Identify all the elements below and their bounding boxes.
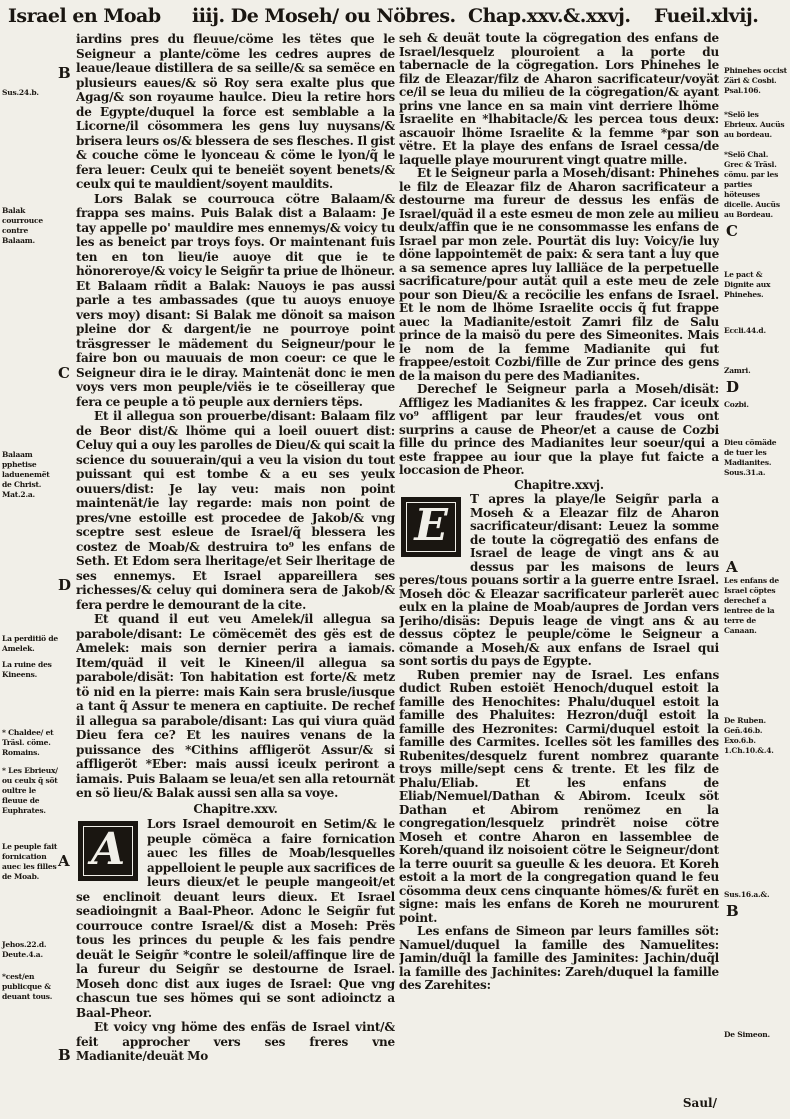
book-title: iiij. De Moseh/ ou Nöbres.: [192, 5, 456, 27]
margin-note: *Selö Chal. Grec & Träsl. cömu. par les parties höteuses dicelle. Aucüs au Bordeau.: [724, 150, 780, 219]
margin-note: Jehos.22.d. Deute.4.a.: [2, 940, 47, 959]
section-letter: D: [726, 378, 740, 396]
margin-note: Sus.16.a.&.: [724, 890, 770, 899]
right-margin-gloss-column: [722, 0, 790, 1119]
section-letter: A: [726, 558, 738, 576]
margin-note: Dieu cömäde de tuer les Madianites. Sous.31.a.: [724, 438, 777, 477]
margin-note: *cest/en publicque & deuant tous.: [2, 972, 53, 1001]
paragraph: E T apres la playe/le Seigñr parla a Moseh & a Eleazar filz de Aharon sacrificateur/disant: Leuez la somme de toute la cögregatiö des enfans de Israel de leage de vingt ans & au dessus par les maisons de leurs peres/tous pouans sortir a la guerre entre Israel. Moseh döc & Eleazar sacrificateur parlerët auec eulx en la plaine de Moab/aupres de Jordan vers Jeriho/disäs: Depuis leage de vingt ans & au dessus cöptez le peuple/cöme le Seigneur a cömande a Moseh/& aux enfans de Israel qui sont sortis du pays de Egypte.: [399, 492, 719, 668]
margin-note: Le pact & Dignite aux Phinehes.: [724, 270, 771, 299]
margin-note: La perditiö de Amelek.: [2, 634, 58, 653]
paragraph: Et voicy vng höme des enfäs de Israel vint/& feit approcher vers ses freres vne Madianite/deuät Mo: [76, 1020, 395, 1063]
paragraph: Derechef le Seigneur parla a Moseh/disät: Affligez les Madianites & les frappez. Car iceulx vo⁹ affligent par leur fraudes/et vous ont surprins a cause de Pheor/et a cause de Cozbi fille du prince des Madianites leur soeur/qui a este frappee au iour que la playe fut faicte a loccasion de Pheor.: [399, 382, 719, 477]
margin-note: Zamri.: [724, 366, 751, 375]
margin-note: Balaam pphetise laduenemët de Christ. Mat.2.a.: [2, 450, 50, 499]
margin-note: La ruine des Kineens.: [2, 660, 52, 679]
margin-note: De Simeon.: [724, 1030, 770, 1039]
paragraph: A Lors Israel demouroit en Setim/& le peuple cömëca a faire fornication auec les filles de Moab/lesquelles appelloient le peuple aux sacrifices de leurs dieux/et le peuple mangeoit/et se enclinoit deuant leurs dieux. Et Israel seadioingnit a Baal-Pheor. Adonc le Seigñr fut courrouce contre Israel/& dist a Moseh: Prës tous les princes du peuple & les fais pendre deuät le Seigñr *contre le soleil/affinque lire de la fureur du Seigñr se destourne de Israel. Moseh donc dist aux iuges de Israel: Que vng chascun tue ses hömes qui se sont adioinctz a Baal-Pheor.: [76, 817, 395, 1020]
drop-cap-woodcut: A: [76, 819, 140, 883]
margin-note: Les enfans de Israel cöptes derechef a lentree de la terre de Canaan.: [724, 576, 779, 635]
margin-note: * Chaldee/ et Träsl. cöme. Romains.: [2, 728, 54, 757]
margin-note: Eccli.44.d.: [724, 326, 766, 335]
section-letter: C: [58, 364, 70, 382]
margin-note: Sus.24.b.: [2, 88, 39, 97]
section-letter: A: [58, 852, 70, 870]
paragraph: Et quand il eut veu Amelek/il allegua sa parabole/disant: Le cömëcemët des gës est de Amelek: mais son dernier perira a iamais. Item/quäd il veit le Kineen/il allegua sa parabole/disät: Ton habitation est forte/& metz tö nid en la pierre: mais Kain sera brusle/iusque a tant q̃ Assur te menera en captiuite. De rechef il allegua sa parabole/disant: Las qui viura quäd Dieu fera ce? Et les nauires venans de la puissance des *Cithins affligeröt Assur/& si affligeröt *Eber: mais aussi iceulx periront a iamais. Puis Balaam se leua/et sen alla retournät en sö lieu/& Balak aussi sen alla sa voye.: [76, 612, 395, 800]
section-letter: D: [58, 576, 72, 594]
drop-cap-woodcut: E: [399, 495, 463, 559]
running-title: Israel en Moab: [8, 5, 161, 27]
chapter-heading: Chapitre.xxvj.: [514, 477, 604, 492]
folio-number: Fueil.xlvij.: [654, 5, 759, 27]
left-margin-gloss-column: [0, 0, 74, 1119]
margin-note: Balak courrouce contre Balaam.: [2, 206, 43, 245]
margin-note: Cozbi.: [724, 400, 749, 409]
margin-note: De Ruben. Geñ.46.b. Exo.6.b. 1.Ch.10.&.4.: [724, 716, 774, 755]
chapter-reference: Chap.xxv.&.xxvj.: [468, 5, 631, 27]
paragraph: Et le Seigneur parla a Moseh/disant: Phinehes le filz de Eleazar filz de Aharon sacrificateur a destourne ma fureur de dessus les enfäs de Israel/quäd il a este esmeu de mon zele au milieu deulx/affin que ie ne consommasse les enfans de Israel par mon zele. Pourtät dis luy: Voicy/ie luy döne lappointemët de paix: & sera tant a luy que a sa semence apres luy lalliäce de la perpetuelle sacrificature/pour autät quil a este meu de zele pour son Dieu/& a recöcilie les enfans de Israel. Et le nom de lhöme Israelite occis q̃ fut frappe auec la Madianite/estoit Zamri filz de Salu prince de la maisö du pere des Simeonites. Mais le nom de la femme Madianite qui fut frappee/estoit Cozbi/fille de Zur prince des gens de la maison du pere des Madianites.: [399, 166, 719, 383]
section-letter: B: [58, 1046, 71, 1064]
margin-note: * Les Ebrieux/ ou ceulx q̃ söt oultre le fleuue de Euphrates.: [2, 766, 58, 815]
paragraph: Les enfans de Simeon par leurs familles söt: Namuel/duquel la famille des Namuelites: Jamin/duq̃l la famille des Jaminites: Jachin/duq̃l la famille des Jachinites: Zareh/duquel la famille des Zarehites:: [399, 924, 719, 992]
section-letter: B: [58, 64, 71, 82]
margin-note: Phinehes occist Zäri & Cosbi. Psal.106.: [724, 66, 787, 95]
margin-note: Le peuple fait fornication auec les filles de Moab.: [2, 842, 58, 881]
section-letter: B: [726, 902, 739, 920]
paragraph: iardins pres du fleuue/cöme les tëtes que le Seigneur a plante/cöme les cedres aupres de leaue/leaue distillera de sa seille/& sa semëce en plusieurs eaues/& sö Roy sera exalte plus que Agag/& son royaume haulce. Dieu la retire hors de Egypte/duquel la force est semblable a la Licorne/il cösommera les gens luy nuysans/& brisera leurs os/& blessera de ses flesches. Il gist & couche cöme le lyonceau & cöme le lyon/q̃ le fera leuer: Ceulx qui te beneiët soyent benets/& ceulx qui te mauldient/soyent mauldits.: [76, 32, 395, 191]
catchword: Saul/: [682, 1096, 717, 1110]
section-letter: C: [726, 222, 738, 240]
chapter-heading: Chapitre.xxv.: [193, 801, 278, 816]
margin-note: *Selö les Ebrieux. Aucüs au bordeau.: [724, 110, 785, 139]
paragraph: Ruben premier nay de Israel. Les enfans dudict Ruben estoiët Henoch/duquel estoit la famille des Henochites: Phalu/duquel estoit la famille des Phaluites: Hezron/duq̃l estoit la famille des Hezronites: Carmi/duquel estoit la famille des Carmites. Icelles söt les familles des Rubenites/desquelz furent nombrez quarante troys mille/sept cens & trente. Et les filz de Phalu/Eliab. Et les enfans de Eliab/Nemuel/Dathan & Abirom. Iceulx söt Dathan et Abirom renömez en la congregation/lesquelz prindrët noise cötre Moseh et contre Aharon en lassemblee de Koreh/quand ilz noisoient cötre le Seigneur/dont la terre ouurit sa gueulle & les deuora. Et Koreh estoit a la mort de la congregation quand le feu cösomma deux cens cinquante hömes/& furët en signe: mais les enfans de Koreh ne moururent point.: [399, 667, 719, 925]
text-column-right: [399, 32, 719, 1094]
text-column-left: [76, 32, 395, 1117]
paragraph: Lors Balak se courrouca cötre Balaam/& frappa ses mains. Puis Balak dist a Balaam: Je tay appelle po' mauldire mes ennemys/& voicy tu les as beneict par troys foys. Or maintenant fuis ten en ton lieu/ie auoye dit que ie te hönoreroye/& voicy le Seigñr ta priue de lhöneur. Et Balaam rñdit a Balak: Nauoys ie pas aussi parle a tes ambassades (que tu auoys enuoye vers moy) disant: Si Balak me dönoit sa maison pleine dor & dargent/ie ne pourroye point träsgresser le mädement du Seigneur/pour le faire bon ou mauuais de mon coeur: ce que le Seigneur dira ie le diray. Maintenät donc ie men voys vers mon peuple/viës ie te cöseilleray que fera ce peuple a tö peuple aux derniers tëps.: [76, 191, 395, 409]
paragraph: seh & deuät toute la cögregation des enfans de Israel/lesquelz plouroient a la porte du tabernacle de la cögregation. Lors Phinehes le filz de Eleazar/filz de Aharon sacrificateur/voyät ce/il se leua du milieu de la cögregation/& ayant prins vne lance en sa main vint derriere lhöme Israelite en *lhabitacle/& les percea tous deux: ascauoir lhöme Israelite & la femme *par son vëtre. Et la playe des enfans de Israel cessa/de laquelle playe moururent vingt quatre mille.: [399, 32, 719, 167]
paragraph: Et il allegua son prouerbe/disant: Balaam filz de Beor dist/& lhöme qui a loeil ouuert dist: Celuy qui a ouy les parolles de Dieu/& qui scait la science du souuerain/qui a veu la vision du tout puissant qui est tombe & a eu ses yeulx ouuers/dist: Je lay veu: mais non point maintenät/ie lay regarde: mais non point de pres/vne estoille est procedee de Jakob/& vng sceptre sest esleue de Israel/q̃ blessera les costez de Moab/& destruira to⁹ les enfans de Seth. Et Edom sera lheritage/et Seir lheritage de ses ennemys. Et Israel appareillera ses richesses/& celuy qui dominera sera de Jakob/& fera perdre le demourant de la cite.: [76, 409, 395, 612]
